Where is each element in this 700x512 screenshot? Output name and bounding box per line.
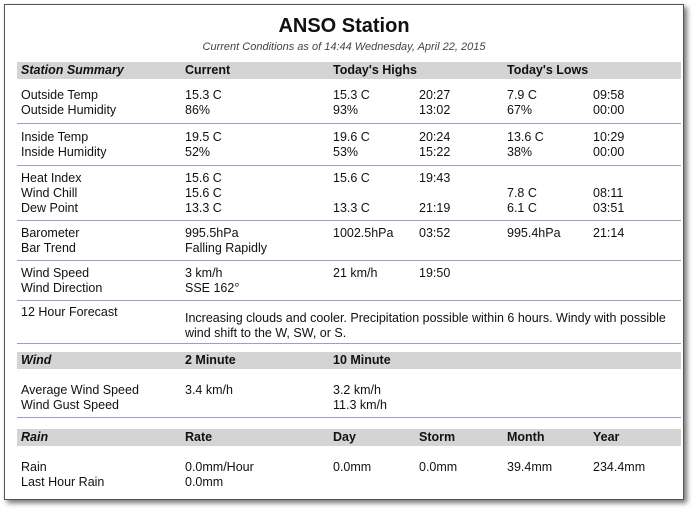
rain-header	[17, 429, 681, 446]
cell-value: 3 km/h	[185, 266, 223, 280]
table-row	[17, 144, 681, 159]
table-row	[17, 102, 681, 117]
cell-value: 15.6 C	[185, 186, 222, 200]
wind-header-10min: 10 Minute	[333, 353, 391, 367]
cell-value: 08:11	[593, 186, 624, 200]
cell-value: 67%	[507, 103, 533, 117]
row-label: Bar Trend	[21, 241, 76, 255]
summary-header-lows: Today's Lows	[507, 63, 589, 77]
divider	[17, 220, 681, 221]
table-row	[17, 129, 681, 144]
table-row	[17, 382, 681, 397]
cell-value: 7.8 C	[507, 186, 537, 200]
cell-value: 15.6 C	[185, 171, 222, 185]
cell-value: 1002.5hPa	[333, 226, 394, 240]
rain-header-day: Day	[333, 430, 356, 444]
row-label: Average Wind Speed	[21, 383, 139, 397]
cell-value: 13:02	[419, 103, 451, 117]
wind-header-2min: 2 Minute	[185, 353, 236, 367]
row-label: Outside Temp	[21, 88, 98, 102]
cell-value: 15.6 C	[333, 171, 370, 185]
cell-value: 995.5hPa	[185, 226, 239, 240]
cell-value: 7.9 C	[507, 88, 537, 102]
cell-value: 93%	[333, 103, 359, 117]
rain-header-storm: Storm	[419, 430, 456, 444]
summary-header-current: Current	[185, 63, 231, 77]
conditions-subtitle: Current Conditions as of 14:44 Wednesday, April 22, 2015	[202, 41, 486, 53]
divider	[17, 123, 681, 124]
cell-value: 0.0mm	[185, 475, 224, 489]
cell-value: 15:22	[419, 145, 451, 159]
table-row	[17, 265, 681, 280]
cell-value: 0.0mm/Hour	[185, 460, 254, 474]
table-row	[17, 474, 681, 489]
cell-value: 39.4mm	[507, 460, 553, 474]
cell-value: 3.2 km/h	[333, 383, 381, 397]
cell-value: 19:50	[419, 266, 451, 280]
cell-value: 11.3 km/h	[333, 398, 387, 412]
cell-value: 03:52	[419, 226, 451, 240]
table-row	[17, 459, 681, 474]
divider	[17, 260, 681, 261]
cell-value: 52%	[185, 145, 211, 159]
cell-value: 53%	[333, 145, 359, 159]
summary-header-highs: Today's Highs	[333, 63, 418, 77]
cell-value: 13.3 C	[333, 201, 370, 215]
cell-value: 21:14	[593, 226, 625, 240]
row-label: Heat Index	[21, 171, 82, 185]
cell-value: 3.4 km/h	[185, 383, 233, 397]
table-row	[17, 200, 681, 215]
summary-header-label: Station Summary	[21, 63, 124, 77]
cell-value: 86%	[185, 103, 211, 117]
cell-value: Falling Rapidly	[185, 241, 267, 255]
table-row	[17, 397, 681, 412]
cell-value: 00:00	[593, 145, 625, 159]
table-row	[17, 170, 681, 185]
cell-value: 0.0mm	[419, 460, 458, 474]
row-label: Wind Chill	[21, 186, 78, 200]
cell-value: 13.6 C	[507, 130, 544, 144]
cell-value: 38%	[507, 145, 533, 159]
cell-value: 20:24	[419, 130, 451, 144]
rain-header-month: Month	[507, 430, 545, 444]
row-label: Inside Humidity	[21, 145, 107, 159]
cell-value: SSE 162°	[185, 281, 240, 295]
cell-value: 6.1 C	[507, 201, 537, 215]
cell-value: 13.3 C	[185, 201, 222, 215]
cell-value: 19.6 C	[333, 130, 370, 144]
cell-value: 10:29	[593, 130, 625, 144]
row-label: Barometer	[21, 226, 80, 240]
rain-header-rate: Rate	[185, 430, 213, 444]
forecast-text: Increasing clouds and cooler. Precipitation possible within 6 hours. Windy with possible wind shift to the W, SW, or S.	[185, 311, 666, 340]
cell-value: 0.0mm	[333, 460, 372, 474]
row-label: Dew Point	[21, 201, 78, 215]
report-frame	[4, 4, 684, 500]
cell-value: 09:58	[593, 88, 625, 102]
table-row	[17, 280, 681, 295]
summary-header	[17, 62, 681, 79]
rain-header-label: Rain	[21, 430, 49, 444]
rain-header-year: Year	[593, 430, 620, 444]
cell-value: 21:19	[419, 201, 451, 215]
row-label: Inside Temp	[21, 130, 89, 144]
row-label: Wind Direction	[21, 281, 103, 295]
cell-value: 995.4hPa	[507, 226, 561, 240]
divider	[17, 417, 681, 418]
cell-value: 00:00	[593, 103, 625, 117]
row-label: Outside Humidity	[21, 103, 117, 117]
cell-value: 03:51	[593, 201, 625, 215]
cell-value: 21 km/h	[333, 266, 378, 280]
divider	[17, 165, 681, 166]
table-row	[17, 87, 681, 102]
cell-value: 19:43	[419, 171, 451, 185]
wind-header	[17, 352, 681, 369]
row-label: Wind Gust Speed	[21, 398, 119, 412]
row-label: Rain	[21, 460, 47, 474]
table-row	[17, 225, 681, 240]
cell-value: 15.3 C	[333, 88, 370, 102]
cell-value: 19.5 C	[185, 130, 222, 144]
row-label: Last Hour Rain	[21, 475, 105, 489]
divider	[17, 300, 681, 301]
forecast-label: 12 Hour Forecast	[21, 305, 118, 319]
divider	[17, 343, 681, 344]
wind-header-label: Wind	[21, 353, 52, 367]
cell-value: 20:27	[419, 88, 451, 102]
row-label: Wind Speed	[21, 266, 90, 280]
table-row	[17, 240, 681, 255]
station-title: ANSO Station	[278, 15, 410, 37]
cell-value: 15.3 C	[185, 88, 222, 102]
cell-value: 234.4mm	[593, 460, 646, 474]
table-row	[17, 185, 681, 200]
